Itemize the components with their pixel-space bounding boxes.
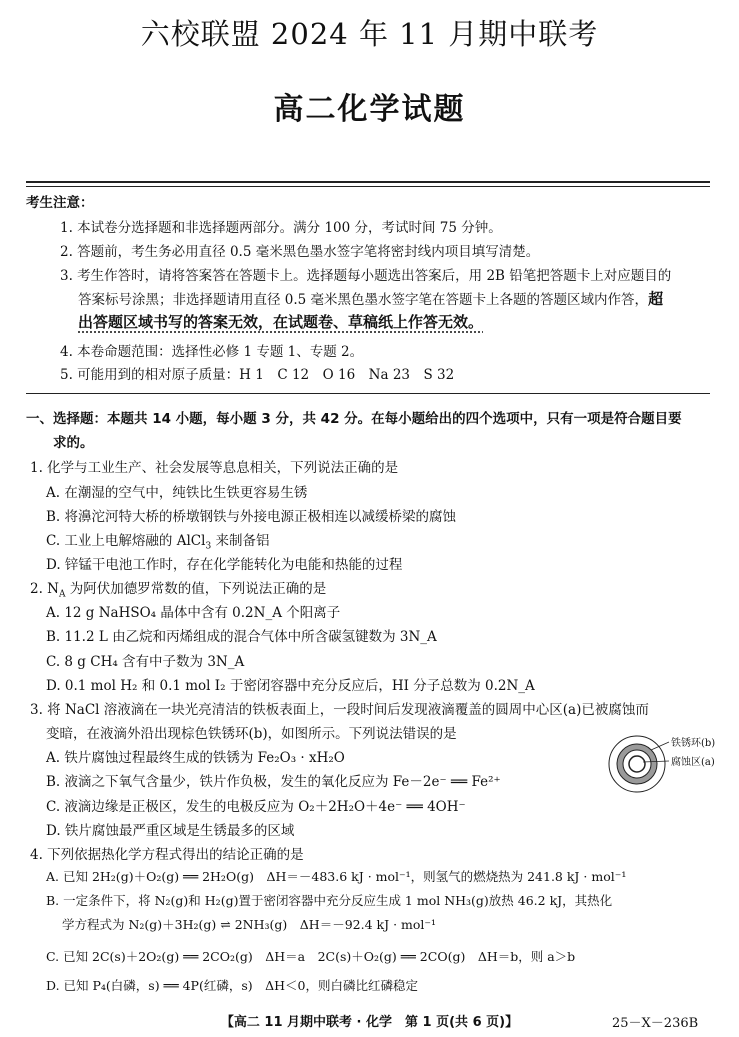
q3-option-d: D. 铁片腐蚀最严重区域是生锈最多的区域 (46, 823, 295, 839)
q1-option-d: D. 锌锰干电池工作时，存在化学能转化为电能和热能的过程 (46, 557, 403, 573)
q2-stem-n: 2. N (30, 581, 59, 597)
q2-option-c: C. 8 g CH₄ 含有中子数为 3N_A (46, 654, 245, 670)
divider-thick (26, 181, 710, 183)
notice-item-3: 3. 考生作答时，请将答案答在答题卡上。选择题每小题选出答案后，用 2B 铅笔把答题卡上对应题目的 (60, 268, 672, 284)
corrosion-figure (607, 732, 717, 796)
q1-option-c-text: C. 工业上电解熔融的 AlCl (46, 533, 206, 549)
section-heading-cont: 求的。 (53, 435, 94, 451)
rust-ring-label: 铁锈环(b) (671, 738, 716, 749)
page-footer: 【高二 11 月期中联考 · 化学 第 1 页(共 6 页)】 (220, 1015, 519, 1030)
exam-title: 六校联盟 2024 年 11 月期中联考 (140, 17, 599, 51)
notice-item-5: 5. 可能用到的相对原子质量：H 1 C 12 O 16 Na 23 S 32 (60, 367, 455, 383)
divider-section (26, 393, 710, 394)
q3-option-b: B. 液滴之下氧气含量少，铁片作负极，发生的氧化反应为 Fe－2e⁻ ══ Fe²⁺ (46, 774, 501, 790)
q1-option-c (46, 529, 269, 552)
q4-option-a: A. 已知 2H₂(g)＋O₂(g) ══ 2H₂O(g) ΔH＝－483.6 kJ · mol⁻¹，则氢气的燃烧热为 241.8 kJ · mol⁻¹ (46, 869, 627, 884)
corrosion-zone (629, 756, 645, 772)
corrosion-zone-label: 腐蚀区(a) (671, 757, 715, 768)
q1-option-c-sub: 3 (205, 541, 212, 552)
notice-heading: 考生注意： (26, 195, 94, 211)
q2-option-d: D. 0.1 mol H₂ 和 0.1 mol I₂ 于密闭容器中充分反应后，HI 分子总数为 0.2N_A (46, 678, 535, 694)
q4-option-c: C. 已知 2C(s)＋2O₂(g) ══ 2CO₂(g) ΔH＝a 2C(s)＋O₂(g) ══ 2CO(g) ΔH＝b，则 a＞b (46, 949, 576, 964)
paper-code: 25－X－236B (612, 1016, 699, 1031)
notice-item-3-cont (78, 288, 663, 309)
notice-item-4: 4. 本卷命题范围：选择性必修 1 专题 1、专题 2。 (60, 344, 364, 360)
q4-option-b-cont: 学方程式为 N₂(g)＋3H₂(g) ⇌ 2NH₃(g) ΔH＝－92.4 kJ · mol⁻¹ (62, 917, 436, 932)
q4-stem: 4. 下列依据热化学方程式得出的结论正确的是 (30, 847, 304, 863)
notice-emphasis: 出答题区域书写的答案无效，在试题卷、草稿纸上作答无效。 (78, 313, 484, 331)
q2-stem (30, 577, 326, 600)
notice-item-1: 1. 本试卷分选择题和非选择题两部分。满分 100 分，考试时间 75 分钟。 (60, 220, 502, 236)
q1-stem: 1. 化学与工业生产、社会发展等息息相关，下列说法正确的是 (30, 460, 399, 476)
notice-emphasis-start: 超 (648, 290, 664, 308)
q2-option-a: A. 12 g NaHSO₄ 晶体中含有 0.2N_A 个阳离子 (46, 605, 341, 621)
notice-item-2: 2. 答题前，考生务必用直径 0.5 毫米黑色墨水签字笔将密封线内项目填写清楚。 (60, 244, 540, 260)
divider-thin (26, 186, 710, 187)
q4-option-d: D. 已知 P₄(白磷，s) ══ 4P(红磷，s) ΔH＜0，则白磷比红磷稳定 (46, 978, 418, 993)
q2-stem-sub: A (58, 589, 66, 600)
q1-option-c-tail: 来制备铝 (211, 533, 270, 549)
q2-option-b: B. 11.2 L 由乙烷和丙烯组成的混合气体中所含碳氢键数为 3N_A (46, 629, 437, 645)
notice-item-3-text: 答案标号涂黑；非选择题请用直径 0.5 毫米黑色墨水签字笔在答题卡上各题的答题区域内作答， (78, 292, 649, 308)
q3-option-c: C. 液滴边缘是正极区，发生的电极反应为 O₂＋2H₂O＋4e⁻ ══ 4OH⁻ (46, 799, 466, 815)
q2-stem-text: 为阿伏加德罗常数的值，下列说法正确的是 (65, 581, 327, 597)
section-heading: 一、选择题：本题共 14 小题，每小题 3 分，共 42 分。在每小题给出的四个选项中，只有一项是符合题目要 (26, 411, 682, 427)
q1-option-a: A. 在潮湿的空气中，纯铁比生铁更容易生锈 (46, 485, 308, 501)
q1-option-b: B. 将濞沱河特大桥的桥墩钢铁与外接电源正极相连以减缓桥梁的腐蚀 (46, 509, 457, 525)
q4-option-b: B. 一定条件下，将 N₂(g)和 H₂(g)置于密闭容器中充分反应生成 1 mol NH₃(g)放热 46.2 kJ，其热化 (46, 893, 613, 908)
q3-stem-line2: 变暗，在液滴外沿出现棕色铁锈环(b)，如图所示。下列说法错误的是 (46, 726, 457, 742)
q3-option-a: A. 铁片腐蚀过程最终生成的铁锈为 Fe₂O₃ · xH₂O (46, 750, 345, 766)
subject-title: 高二化学试题 (273, 92, 466, 127)
q3-stem-line1: 3. 将 NaCl 溶液滴在一块光亮清洁的铁板表面上，一段时间后发现液滴覆盖的圆周中心区(a)已被腐蚀而 (30, 702, 649, 718)
